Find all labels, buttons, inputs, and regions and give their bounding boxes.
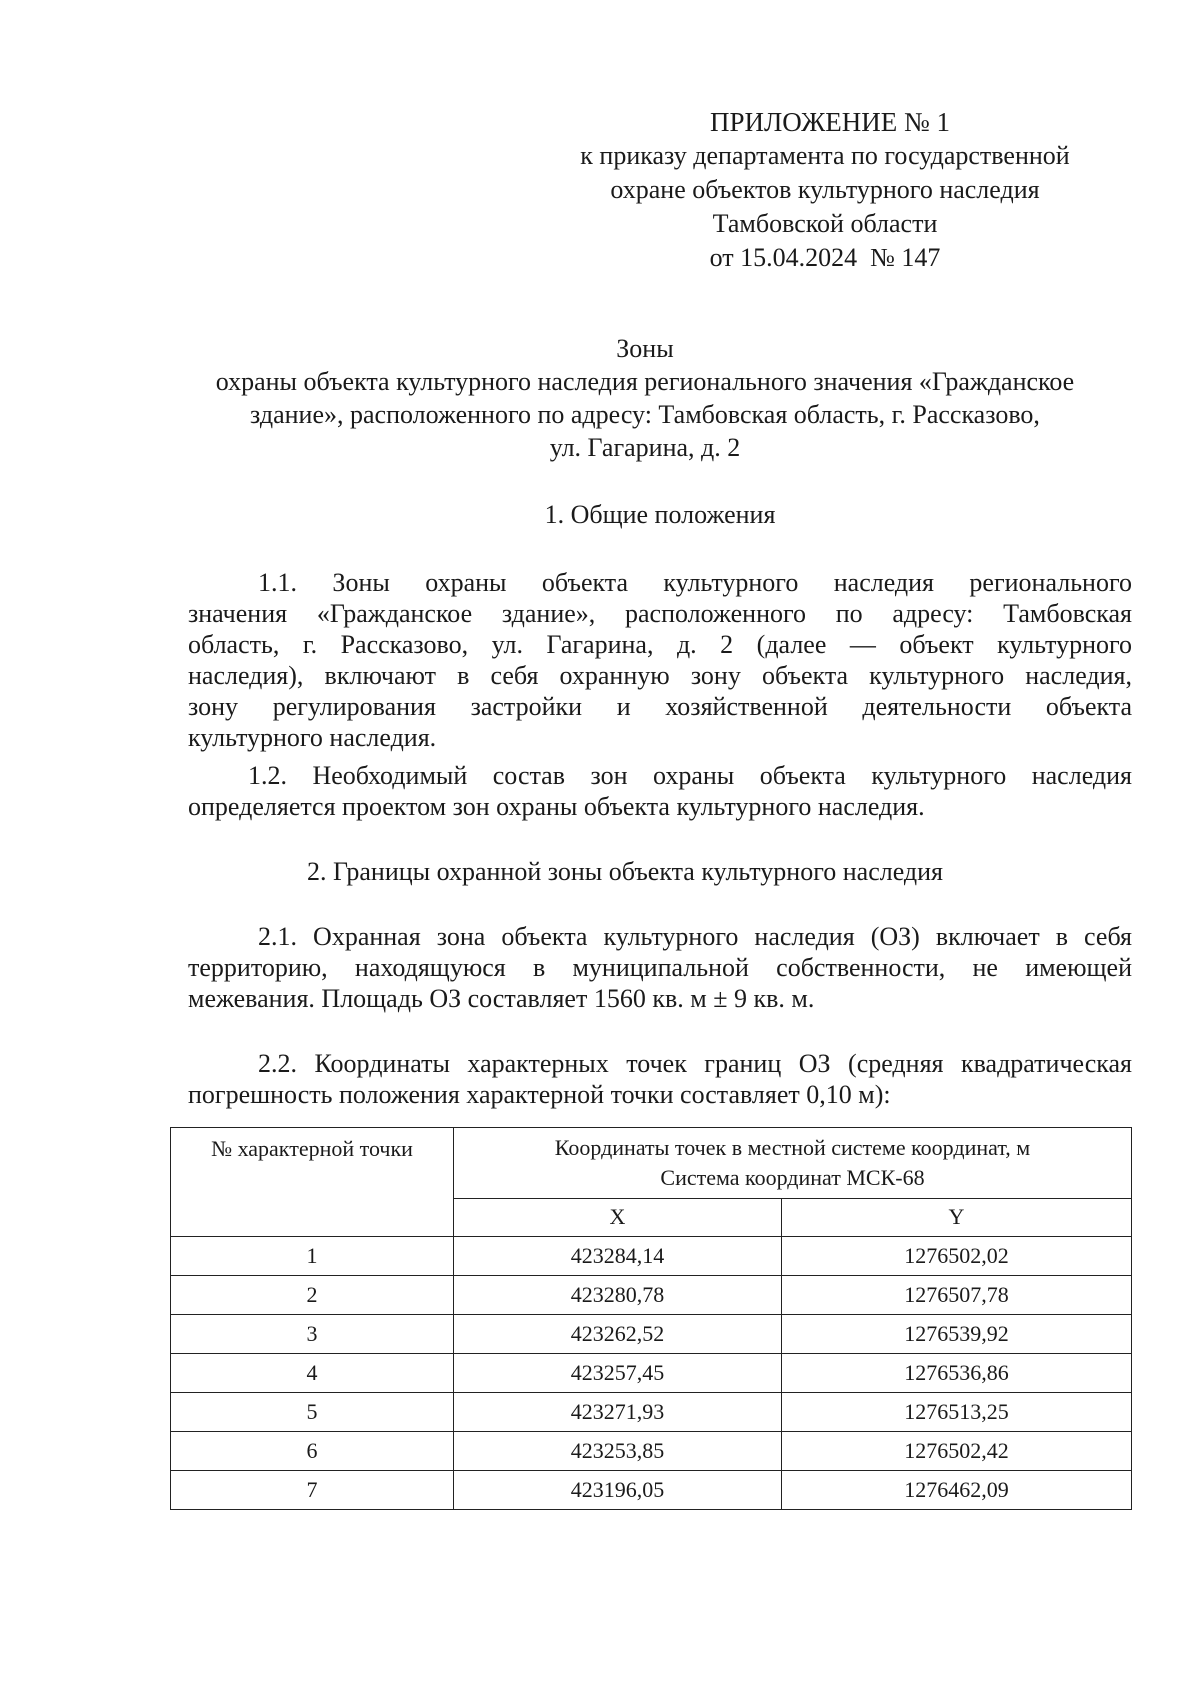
point-number: 5 bbox=[171, 1393, 454, 1432]
text-line: культурного наследия. bbox=[188, 723, 437, 752]
point-x: 423284,14 bbox=[454, 1237, 782, 1276]
header-coordinates bbox=[454, 1128, 1132, 1199]
point-x: 423196,05 bbox=[454, 1471, 782, 1510]
header-coordinates-line: Система координат МСК-68 bbox=[660, 1164, 925, 1190]
point-y: 1276539,92 bbox=[782, 1315, 1132, 1354]
paragraph-1-1 bbox=[188, 567, 1132, 753]
text-line: погрешность положения характерной точки составляет 0,10 м): bbox=[188, 1080, 891, 1109]
section-1-title: 1. Общие положения bbox=[544, 500, 776, 529]
point-x: 423262,52 bbox=[454, 1315, 782, 1354]
text-line: зону регулирования застройки и хозяйственной деятельности объекта bbox=[188, 692, 1132, 721]
heading-line: ул. Гагарина, д. 2 bbox=[549, 433, 741, 462]
text-line: межевания. Площадь ОЗ составляет 1560 кв. м ± 9 кв. м. bbox=[188, 984, 815, 1013]
table-row bbox=[171, 1354, 1132, 1393]
text-line: наследия), включают в себя охранную зону объекта культурного наследия, bbox=[188, 661, 1132, 690]
point-x: 423271,93 bbox=[454, 1393, 782, 1432]
text-line: 1.2. Необходимый состав зон охраны объекта культурного наследия bbox=[248, 761, 1132, 790]
coordinates-table bbox=[170, 1127, 1132, 1510]
text-line: определяется проектом зон охраны объекта культурного наследия. bbox=[188, 792, 925, 821]
point-number: 7 bbox=[171, 1471, 454, 1510]
point-y: 1276502,02 bbox=[782, 1237, 1132, 1276]
point-x: 423280,78 bbox=[454, 1276, 782, 1315]
text-line: 2.2. Координаты характерных точек границ ОЗ (средняя квадратическая bbox=[258, 1049, 1132, 1078]
heading-line: охраны объекта культурного наследия регионального значения «Гражданское bbox=[215, 367, 1075, 396]
point-y: 1276536,86 bbox=[782, 1354, 1132, 1393]
appendix-header bbox=[560, 105, 1090, 275]
appendix-date: от 15.04.2024 № 147 bbox=[709, 243, 941, 272]
table-row bbox=[171, 1393, 1132, 1432]
point-y: 1276502,42 bbox=[782, 1432, 1132, 1471]
text-line: 1.1. Зоны охраны объекта культурного наследия регионального bbox=[258, 568, 1132, 597]
text-line: территорию, находящуюся в муниципальной собственности, не имеющей bbox=[188, 953, 1132, 982]
table-row bbox=[171, 1432, 1132, 1471]
heading-line: Зоны bbox=[616, 334, 674, 363]
text-line: область, г. Рассказово, ул. Гагарина, д. 2 (далее — объект культурного bbox=[188, 630, 1132, 659]
point-x: 423257,45 bbox=[454, 1354, 782, 1393]
text-line: значения «Гражданское здание», расположенного по адресу: Тамбовская bbox=[188, 599, 1132, 628]
appendix-line: к приказу департамента по государственной bbox=[580, 141, 1070, 170]
document-heading bbox=[165, 332, 1125, 464]
point-number: 6 bbox=[171, 1432, 454, 1471]
header-y: Y bbox=[782, 1198, 1132, 1236]
table-row bbox=[171, 1471, 1132, 1510]
point-y: 1276462,09 bbox=[782, 1471, 1132, 1510]
header-coordinates-line: Координаты точек в местной системе координат, м bbox=[554, 1134, 1031, 1160]
table-row bbox=[171, 1237, 1132, 1276]
heading-line: здание», расположенного по адресу: Тамбовская область, г. Рассказово, bbox=[250, 400, 1040, 429]
point-number: 2 bbox=[171, 1276, 454, 1315]
appendix-line: охране объектов культурного наследия bbox=[610, 175, 1040, 204]
paragraph-2-1 bbox=[188, 921, 1132, 1014]
point-y: 1276513,25 bbox=[782, 1393, 1132, 1432]
header-x: X bbox=[454, 1198, 782, 1236]
point-number: 4 bbox=[171, 1354, 454, 1393]
point-x: 423253,85 bbox=[454, 1432, 782, 1471]
table-row bbox=[171, 1276, 1132, 1315]
appendix-line: Тамбовской области bbox=[712, 209, 938, 238]
point-number: 3 bbox=[171, 1315, 454, 1354]
point-number: 1 bbox=[171, 1237, 454, 1276]
paragraph-2-2 bbox=[188, 1048, 1132, 1110]
table-row bbox=[171, 1315, 1132, 1354]
paragraph-1-2 bbox=[188, 760, 1132, 822]
text-line: 2.1. Охранная зона объекта культурного наследия (ОЗ) включает в себя bbox=[258, 922, 1132, 951]
header-point-number: № характерной точки bbox=[171, 1128, 454, 1237]
point-y: 1276507,78 bbox=[782, 1276, 1132, 1315]
section-2-title: 2. Границы охранной зоны объекта культурного наследия bbox=[306, 857, 944, 886]
appendix-title: ПРИЛОЖЕНИЕ № 1 bbox=[709, 107, 951, 137]
